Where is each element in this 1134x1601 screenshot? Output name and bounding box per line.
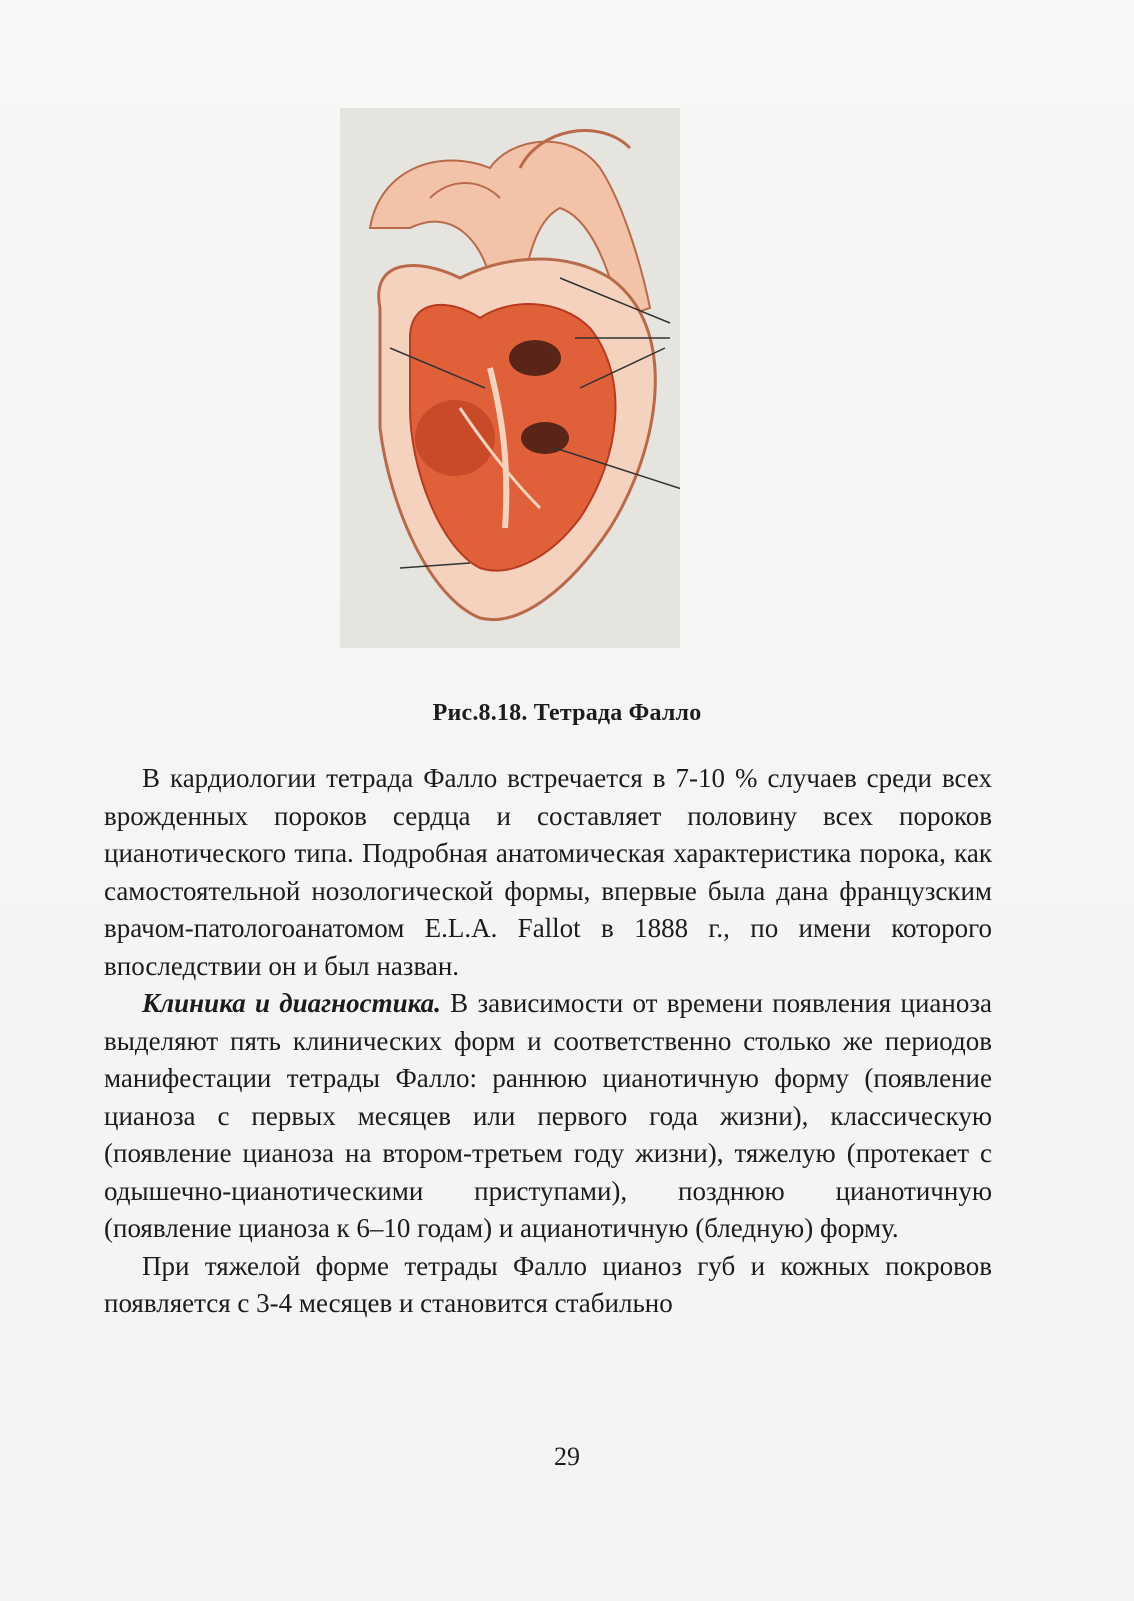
heart-anatomy-drawing bbox=[340, 108, 680, 648]
body-text bbox=[104, 760, 992, 1323]
paragraph-1: В кардиологии тетрада Фалло встречается в 7-10 % случаев среди всех врожденных пороков сердца и составляет половину всех пороков цианотического типа. Подробная анатомическая характеристика порока, как самостоятельной нозологической формы, впервые была дана французским врачом-патологоанатомом E.L.A. Fallot в 1888 г., по имени которого впоследствии он и был назван. bbox=[104, 763, 992, 981]
paragraph-2 bbox=[104, 985, 992, 1248]
paragraph-2-text: В зависимости от времени появления цианоза выделяют пять клинических форм и соответственно столько же периодов манифестации тетрады Фалло: раннюю цианотичную форму (появление цианоза с первых месяцев или первого года жизни), классическую (появление цианоза на втором-третьем году жизни), тяжелую (протекает с одышечно-цианотическими приступами), позднюю цианотичную (появление цианоза к 6–10 годам) и ацианотичную (бледную) форму. bbox=[104, 988, 992, 1243]
heart-illustration bbox=[340, 108, 680, 648]
figure-caption: Рис.8.18. Тетрада Фалло bbox=[432, 700, 702, 726]
section-run-in-heading: Клиника и диагностика. bbox=[142, 988, 441, 1018]
page-number: 29 bbox=[554, 1442, 580, 1471]
paragraph-3: При тяжелой форме тетрады Фалло цианоз губ и кожных покровов появляется с 3-4 месяцев и становится стабильно bbox=[104, 1250, 992, 1318]
